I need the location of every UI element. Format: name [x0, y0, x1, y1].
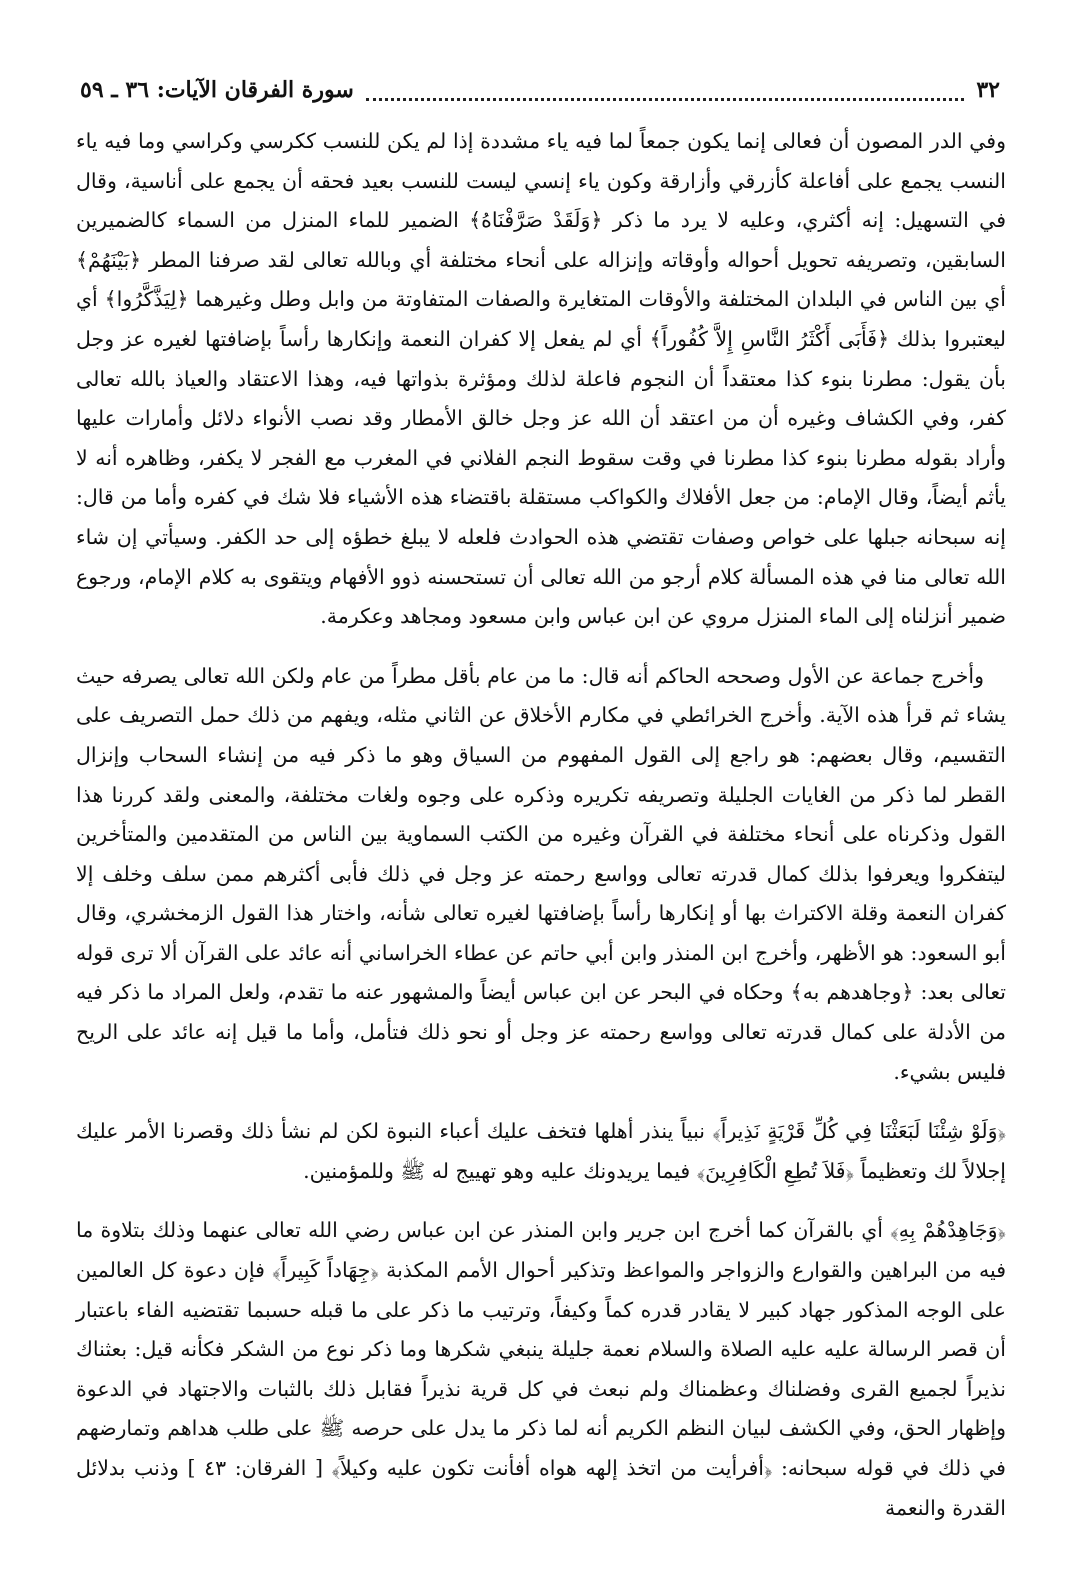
running-title: سورة الفرقان الآيات: ٣٦ ـ ٥٩: [80, 77, 354, 103]
paragraph: ﴿وَلَوْ شِئْنَا لَبَعَثْنَا فِي كُلِّ قَرْيَةٍ نَذِيراً﴾ نبياً ينذر أهلها فتخف عليك أعباء النبوة لكن لم نشأ ذلك وقصرنا الأمر عليك إجلالاً لك وتعظيماً ﴿فَلاَ تُطِعِ الْكَافِرِينَ﴾ فيما يريدونك عليه وهو تهييج له ﷺ وللمؤمنين.: [76, 1119, 1006, 1183]
paragraph: ﴿وَجَاهِدْهُمْ بِهِ﴾ أي بالقرآن كما أخرج ابن جرير وابن المنذر عن ابن عباس رضي الله تعالى عنهما وذلك بتلاوة ما فيه من البراهين والقوارع والزواجر والمواعظ وتذكير أحوال الأمم المكذبة ﴿جِهَاداً كَبِيراً﴾ فإن دعوة كل العالمين على الوجه المذكور جهاد كبير لا يقادر قدره كماً وكيفاً، وترتيب ما ذكر على ما قبله حسبما تقتضيه الفاء باعتبار أن قصر الرسالة عليه عليه الصلاة والسلام نعمة جليلة ينبغي شكرها وما ذكر نوع من الشكر فكأنه قيل: بعثناك نذيراً لجميع القرى وفضلناك وعظمناك ولم نبعث في كل قرية نذيراً فقابل ذلك بالثبات والاجتهاد في الدعوة وإظهار الحق، وفي الكشف لبيان النظم الكريم أنه لما ذكر ما يدل على حرصه ﷺ على طلب هداهم وتمارضهم في ذلك في قوله سبحانه: ﴿أفرأيت من اتخذ إلهه هواه أفأنت تكون عليه وكيلاً﴾ [ الفرقان: ٤٣ ] وذنب بدلائل القدرة والنعمة: [76, 1218, 1006, 1520]
paragraph: وأخرج جماعة عن الأول وصححه الحاكم أنه قال: ما من عام بأقل مطراً من عام ولكن الله تعالى يصرفه حيث يشاء ثم قرأ هذه الآية. وأخرج الخرائطي في مكارم الأخلاق عن الثاني مثله، ويفهم من ذلك حمل التصريف على التقسيم، وقال بعضهم: هو راجع إلى القول المفهوم من السياق وهو ما ذكر فيه من إنشاء السحاب وإنزال القطر لما ذكر من الغايات الجليلة وتصريفه تكريره وذكره على وجوه ولغات مختلفة، والمعنى ولقد كررنا هذا القول وذكرناه على أنحاء مختلفة في القرآن وغيره من الكتب السماوية بين الناس من المتقدمين والمتأخرين ليتفكروا ويعرفوا بذلك كمال قدرته تعالى وواسع رحمته عز وجل في ذلك فأبى أكثرهم ممن سلف وخلف إلا كفران النعمة وقلة الاكتراث بها أو إنكارها رأساً بإضافتها لغيره تعالى شأنه، واختار هذا القول الزمخشري، وقال أبو السعود: هو الأظهر، وأخرج ابن المنذر وابن أبي حاتم عن عطاء الخراساني أنه عائد على القرآن ألا ترى قوله تعالى بعد: ﴿وجاهدهم به﴾ وحكاه في البحر عن ابن عباس أيضاً والمشهور عنه ما تقدم، ولعل المراد ما ذكر فيه من الأدلة على كمال قدرته تعالى وواسع رحمته عز وجل أو نحو ذلك فتأمل، وأما ما قيل إنه عائد على الريح فليس بشيء.: [76, 663, 1006, 1084]
page-body: [76, 122, 1006, 1548]
page-header: [80, 72, 1000, 108]
header-dotted-leader: [366, 90, 965, 101]
page-number: ٣٢: [976, 77, 1000, 103]
paragraph: وفي الدر المصون أن فعالى إنما يكون جمعاً لما فيه ياء مشددة إذا لم يكن للنسب ككرسي وكراسي وما فيه ياء النسب يجمع على أفاعلة كأزرقي وأزارقة وكون ياء إنسي ليست للنسب بعيد فحقه أن يجمع على أناسية، وقال في التسهيل: إنه أكثري، وعليه لا يرد ما ذكر ﴿وَلَقَدْ صَرَّفْنَاهُ﴾ الضمير للماء المنزل من السماء كالضميرين السابقين، وتصريفه تحويل أحواله وأوقاته وإنزاله على أنحاء مختلفة أي وبالله تعالى لقد صرفنا المطر ﴿بَيْنَهُمْ﴾ أي بين الناس في البلدان المختلفة والأوقات المتغايرة والصفات المتفاوتة من وابل وطل وغيرهما ﴿لِيَذَّكَّرُوا﴾ أي ليعتبروا بذلك ﴿فَأَبَى أَكْثَرُ النَّاسِ إِلاَّ كُفُوراً﴾ أي لم يفعل إلا كفران النعمة وإنكارها رأساً بإضافتها لغيره عز وجل بأن يقول: مطرنا بنوء كذا معتقداً أن النجوم فاعلة لذلك ومؤثرة بذواتها فيه، وهذا الاعتقاد والعياذ بالله تعالى كفر، وفي الكشاف وغيره أن من اعتقد أن الله عز وجل خالق الأمطار وقد نصب الأنواء دلائل وأمارات عليها وأراد بقوله مطرنا بنوء كذا مطرنا في وقت سقوط النجم الفلاني في المغرب مع الفجر لا يكفر، وظاهره أنه لا يأثم أيضاً، وقال الإمام: من جعل الأفلاك والكواكب مستقلة باقتضاء هذه الأشياء فلا شك في كفره وأما من قال: إنه سبحانه جبلها على خواص وصفات تقتضي هذه الحوادث فلعله لا يبلغ خطؤه إلى حد الكفر. وسيأتي إن شاء الله تعالى منا في هذه المسألة كلام أرجو من الله تعالى أن تستحسنه ذوو الأفهام ويتقوى به كلام الإمام، ورجوع ضمير أنزلناه إلى الماء المنزل مروي عن ابن عباس وابن مسعود ومجاهد وعكرمة.: [76, 129, 1006, 629]
